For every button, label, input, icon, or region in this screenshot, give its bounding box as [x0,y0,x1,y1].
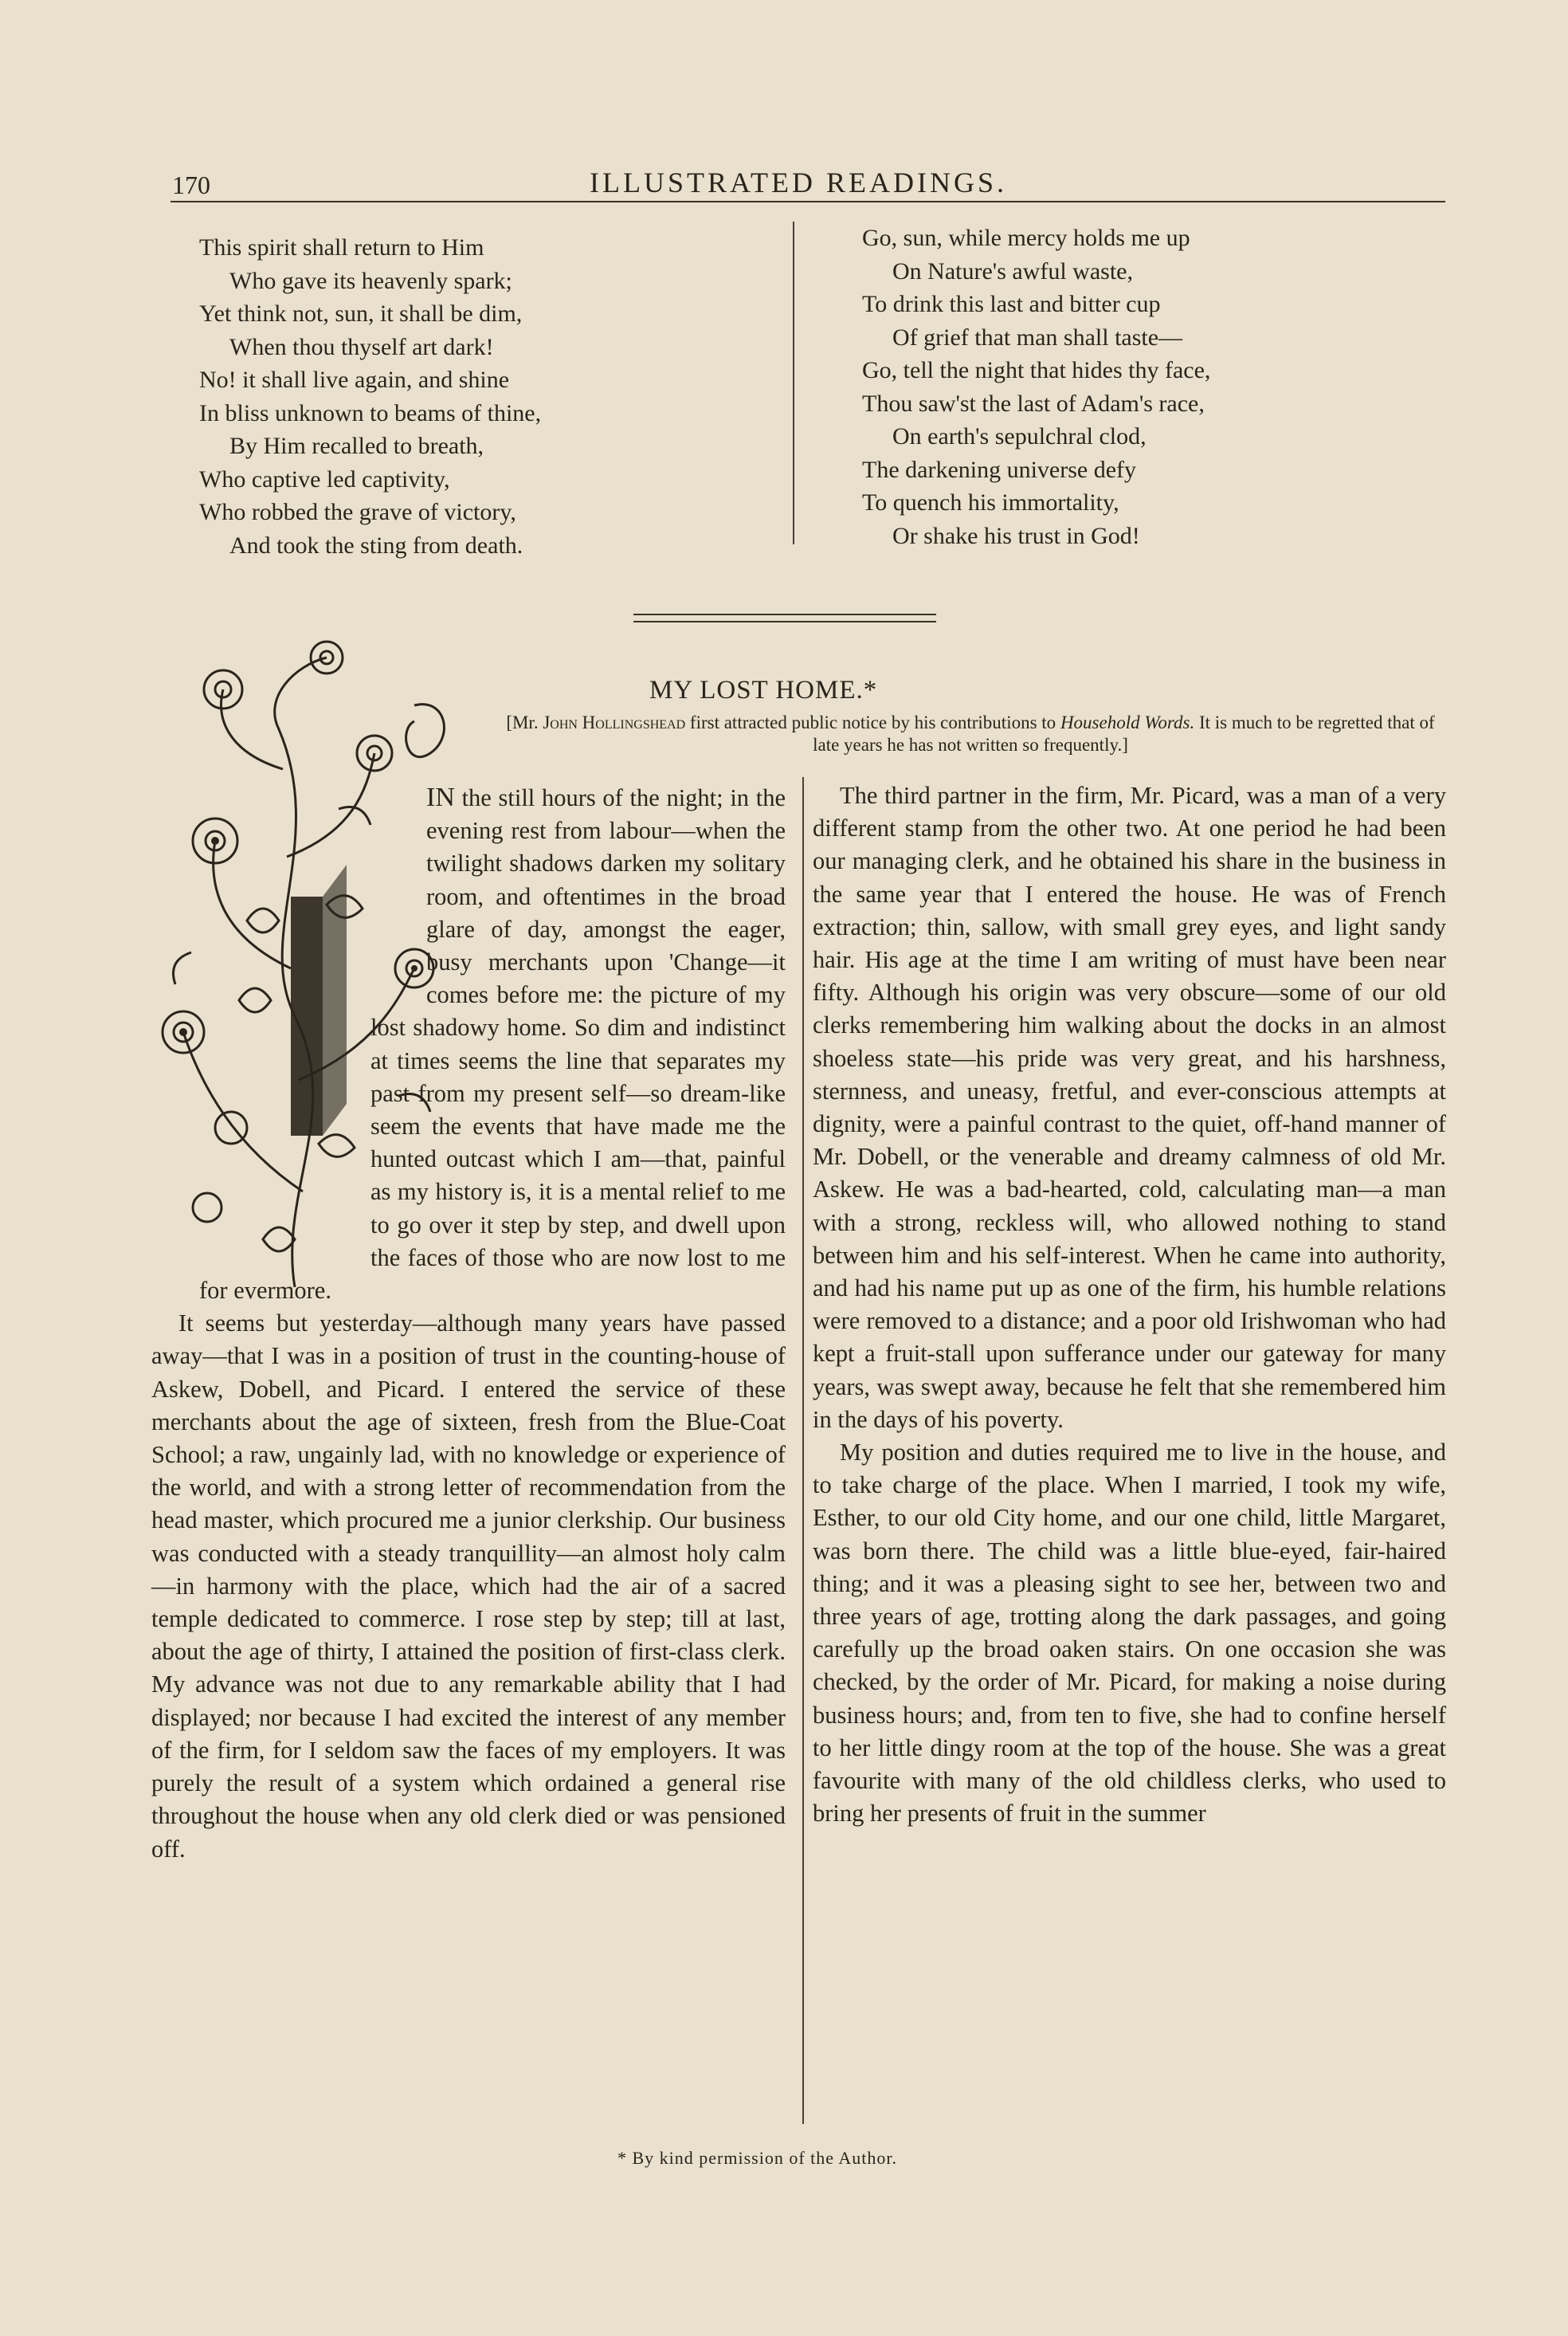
note-text: first attracted public notice by his contributions to [685,713,1060,732]
poem-line: By Him recalled to breath, [229,433,484,459]
poem-line: Or shake his trust in God! [892,522,1140,549]
poem-line: No! it shall live again, and shine [199,367,510,393]
poem-line: Go, tell the night that hides thy face, [862,357,1211,383]
column-divider [802,777,804,2124]
header-rule [171,201,1445,202]
article-paragraph: It seems but yesterday—although many years have passed away—that I was in a position of trust in the counting-house of Askew, Dobell, and Picard. I entered the service of these merchants about the age of sixteen, fresh from the Blue-Coat School; a raw, ungainly lad, with no knowledge or experience of the world, and with a strong letter of recommendation from the head master, which procured me a junior clerkship. Our business was conducted with a steady tranquillity—an almost holy calm—in harmony with the place, which had the air of a sacred temple dedicated to commerce. I rose step by step; till at last, about the age of thirty, I attained the position of first-class clerk. My advance was not due to any remarkable ability that I had displayed; nor because I had excited the interest of any member of the firm, for I seldom saw the faces of my employers. It was purely the result of a system which ordained a general rise throughout the house when any old clerk died or was pensioned off. [151,1309,786,1863]
paragraph-text: the still hours of the night; in the evening rest from labour—when the twilight shadows darken my solitary room, and oftentimes in the broad glare of day, amongst the eager, busy merchants upon 'Change—it comes before me: the picture of my lost shadowy home. So dim and indistinct at times seems the line that separates my past from my present self—so dream-like seem the events that have made me the hunted outcast which I am—that, painful as my history is, it is a mental relief to me to go over it step by step, and dwell upon the faces of those who are now lost to me for evermore. [199,784,786,1305]
poem-line: In bliss unknown to beams of thine, [199,399,542,426]
article-paragraph: The third partner in the firm, Mr. Picard, was a man of a very different stamp from the other two. At one period he had been our managing clerk, and he obtained his share in the business in the same year that I entered the house. He was of French extraction; thin, sallow, with small grey eyes, and light sandy hair. His age at the time I am writing of must have been near fifty. Although his origin was very obscure—some of our old clerks remembering him walking about the docks in an almost shoeless state—his pride was very great, and his harshness, sternness, and uneasy, fretful, and ever-conscious attempts at dignity, were a painful contrast to the quiet, off-hand manner of Mr. Dobell, or the venerable and dreamy calmness of old Mr. Askew. He was a bad-hearted, cold, calculating man—a man with a strong, reckless will, who allowed nothing to stand between him and his self-interest. When he came into authority, and had his name put up as one of the firm, his humble relations were removed to a distance; and a poor old Irishwoman who had kept a fruit-stall upon sufferance under our gateway for many years, was swept away, because he felt that she remembered him in the days of his poverty. [813,782,1446,1433]
poem-line: Who captive led captivity, [199,465,450,493]
poem-line: Who gave its heavenly spark; [229,267,512,294]
poem-line: Go, sun, while mercy holds me up [862,225,1190,251]
poem-line: On Nature's awful waste, [892,257,1133,285]
note-author: John Hollingshead [543,713,686,732]
ornament-spacer [151,781,426,1000]
poem-line: To quench his immortality, [862,489,1119,516]
footnote: * By kind permission of the Author. [617,2148,897,2168]
article-title: MY LOST HOME.* [649,676,878,705]
poem-line: The darkening universe defy [862,456,1137,483]
article-editor-note [500,712,1441,756]
article-right-column [813,779,1446,1831]
section-double-rule [633,614,936,622]
poem-line: And took the sting from death. [229,532,523,559]
poem-line: This spirit shall return to Him [199,234,484,261]
note-text: It is much to be regretted that of late years he has not written so frequently.] [813,713,1435,755]
poem-left-column [199,231,541,562]
poem-right-column [862,222,1210,552]
ornament-spacer [151,1000,370,1271]
poem-line: When thou thyself art dark! [229,333,494,360]
poem-line: On earth's sepulchral clod, [892,423,1147,450]
note-text: [Mr. [506,713,543,732]
page-number: 170 [172,171,210,199]
poem-line: Who robbed the grave of victory, [199,499,516,525]
ornament-spacer [151,1271,199,1303]
poem-line: To drink this last and bitter cup [862,291,1161,317]
running-title: ILLUSTRATED READINGS. [590,167,1007,198]
note-publication: Household Words. [1060,713,1195,732]
poem-column-divider [793,222,794,544]
poem-line: Thou saw'st the last of Adam's race, [862,390,1205,417]
article-left-column [151,781,786,1866]
poem-line: Of grief that man shall taste— [892,324,1183,351]
drop-cap: IN [426,783,455,812]
article-paragraph: My position and duties required me to live in the house, and to take charge of the place. When I married, I took my wife, Esther, to our old City home, and our one child, little Margaret, was born there. The child was a little blue-eyed, fair-haired thing; and it was a pleasing sight to see her, between two and three years of age, trotting along the dark passages, and going carefully up the broad oaken stairs. On one occasion she was checked, by the order of Mr. Picard, for making a noise during business hours; and, from ten to five, she had to confine herself to her little dingy room at the top of the house. She was a great favourite with many of the old childless clerks, who used to bring her presents of fruit in the summer [813,1439,1446,1828]
poem-line: Yet think not, sun, it shall be dim, [199,300,523,327]
